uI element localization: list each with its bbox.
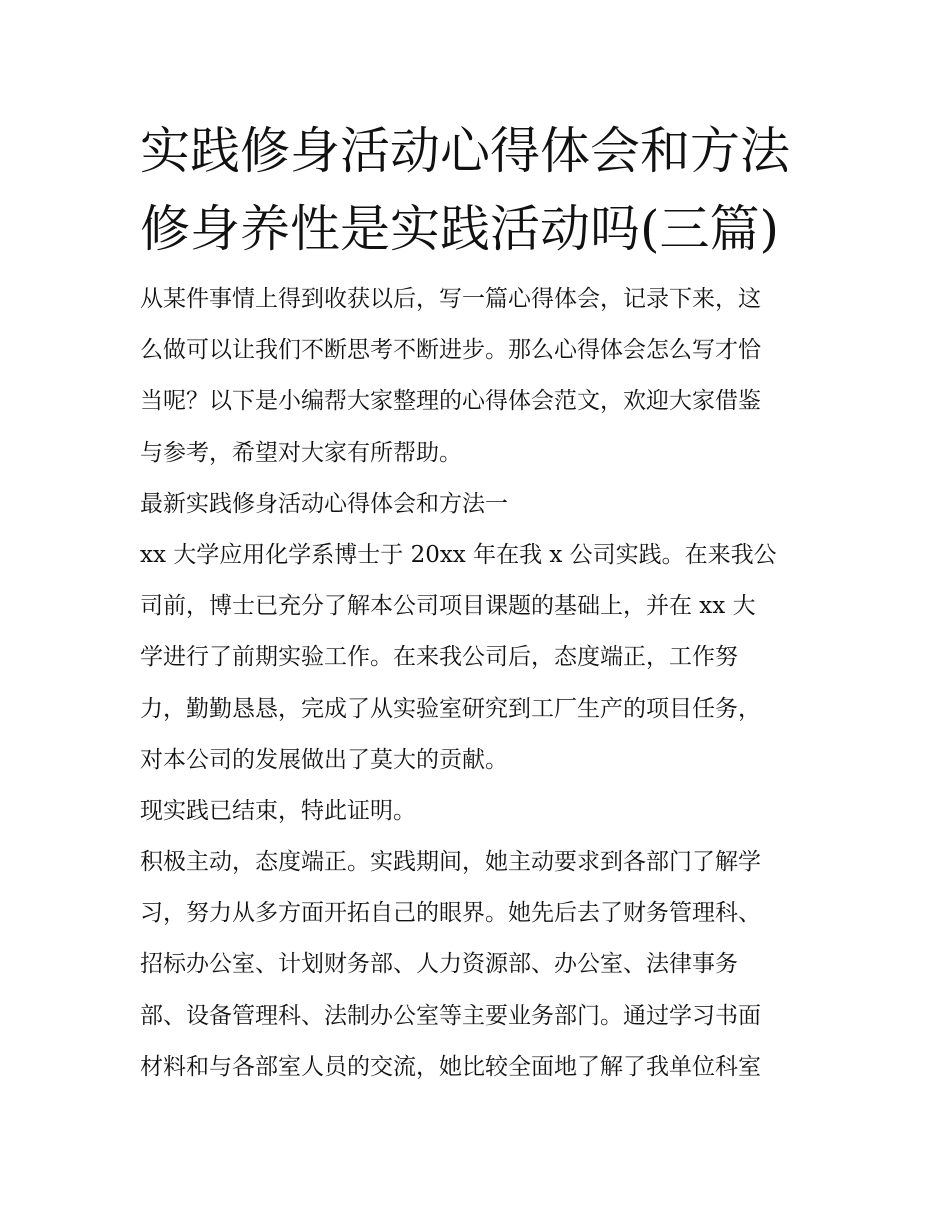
paragraph-1-line-4: 力，勤勤恳恳，完成了从实验室研究到工厂生产的项目任务， — [140, 695, 761, 722]
title-line-2: 修身养性是实践活动吗(三篇) — [140, 200, 780, 258]
title-line-1: 实践修身活动心得体会和方法 — [140, 122, 790, 180]
intro-line-4: 与参考，希望对大家有所帮助。 — [140, 439, 462, 466]
document-body — [140, 274, 820, 1093]
paragraph-2-line-2: 习，努力从多方面开拓自己的眼界。她先后去了财务管理科、 — [140, 900, 761, 927]
paragraph-2-line-4: 部、设备管理科、法制办公室等主要业务部门。通过学习书面 — [140, 1002, 761, 1029]
intro-line-3: 当呢？以下是小编帮大家整理的心得体会范文，欢迎大家借鉴 — [140, 388, 761, 415]
paragraph-1-line-1: xx 大学应用化学系博士于 20xx 年在我 x 公司实践。在来我公 — [140, 541, 777, 568]
paragraph-1-line-3: 学进行了前期实验工作。在来我公司后，态度端正，工作努 — [140, 644, 738, 671]
paragraph-1-line-5: 对本公司的发展做出了莫大的贡献。 — [140, 746, 508, 773]
paragraph-1-line-2: 司前，博士已充分了解本公司项目课题的基础上，并在 xx 大 — [140, 593, 756, 620]
document-title — [140, 112, 820, 268]
paragraph-2-line-5: 材料和与各部室人员的交流，她比较全面地了解了我单位科室 — [140, 1053, 761, 1080]
section-heading: 最新实践修身活动心得体会和方法一 — [140, 490, 508, 517]
intro-line-1: 从某件事情上得到收获以后，写一篇心得体会，记录下来，这 — [140, 286, 761, 312]
paragraph-2-line-3: 招标办公室、计划财务部、人力资源部、办公室、法律事务 — [140, 951, 738, 978]
closing-line: 现实践已结束，特此证明。 — [140, 797, 416, 824]
intro-line-2: 么做可以让我们不断思考不断进步。那么心得体会怎么写才恰 — [140, 337, 761, 364]
paragraph-2-line-1: 积极主动，态度端正。实践期间，她主动要求到各部门了解学 — [140, 849, 761, 876]
